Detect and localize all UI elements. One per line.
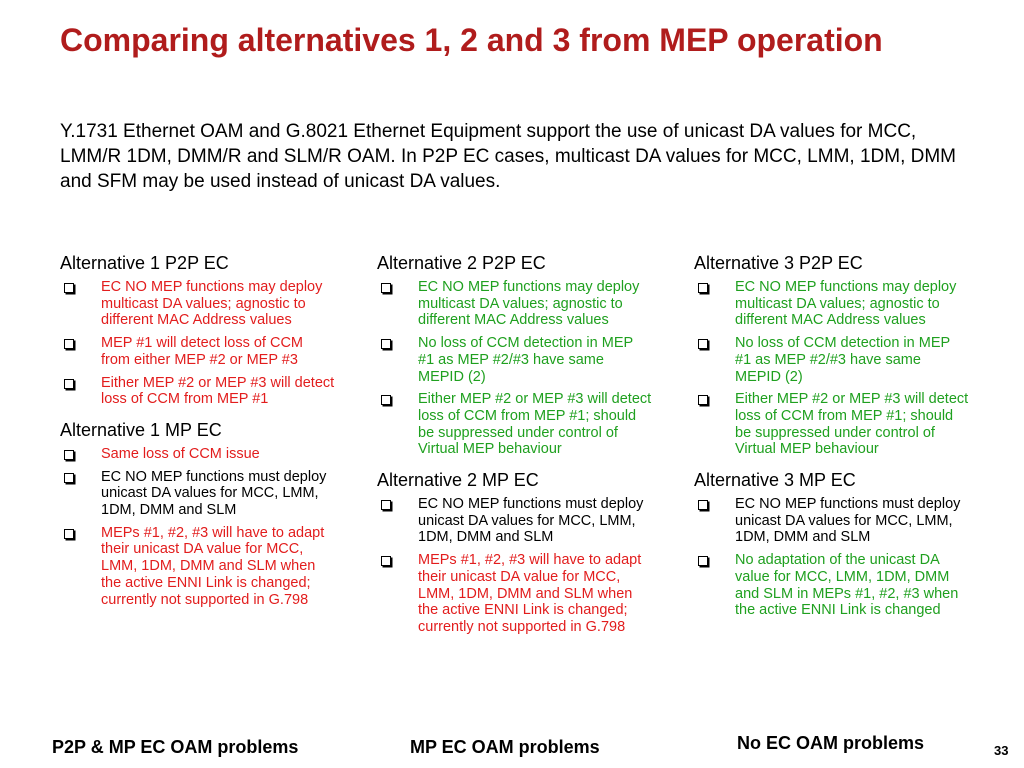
list-item-text: MEPs #1, #2, #3 will have to adapt their unicast DA value for MCC, LMM, 1DM, DMM and SLM when the active ENNI Link is changed; currently not supported in G.798 xyxy=(418,552,642,635)
list-item-text: No loss of CCM detection in MEP #1 as MEP #2/#3 have same MEPID (2) xyxy=(418,335,633,385)
list-item-text: Either MEP #2 or MEP #3 will detect loss of CCM from MEP #1; should be suppressed under control of Virtual MEP behaviour xyxy=(418,391,652,458)
bullet-list xyxy=(60,446,336,608)
checkbox-bullet-icon xyxy=(698,283,708,293)
checkbox-bullet-icon xyxy=(381,283,391,293)
checkbox-bullet-icon xyxy=(381,339,391,349)
list-item-text: EC NO MEP functions must deploy unicast DA values for MCC, LMM, 1DM, DMM and SLM xyxy=(101,468,327,519)
list-item xyxy=(377,496,653,546)
checkbox-bullet-icon xyxy=(64,379,74,389)
checkbox-bullet-icon xyxy=(698,339,708,349)
checkbox-bullet-icon xyxy=(698,395,708,405)
list-item-text: EC NO MEP functions may deploy multicast DA values; agnostic to different MAC Address values xyxy=(735,279,957,329)
list-item-text: MEP #1 will detect loss of CCM from either MEP #2 or MEP #3 xyxy=(101,335,303,368)
section-heading: Alternative 3 P2P EC xyxy=(694,253,863,273)
list-item-text: MEPs #1, #2, #3 will have to adapt their unicast DA value for MCC, LMM, 1DM, DMM and SLM when the active ENNI Link is changed; currently not supported in G.798 xyxy=(101,524,325,608)
list-item-text: Same loss of CCM issue xyxy=(101,445,260,462)
bullet-list xyxy=(694,279,970,458)
list-item xyxy=(377,279,653,329)
list-item-text: EC NO MEP functions must deploy unicast DA values for MCC, LMM, 1DM, DMM and SLM xyxy=(418,496,644,546)
list-item-text: Either MEP #2 or MEP #3 will detect loss of CCM from MEP #1; should be suppressed under control of Virtual MEP behaviour xyxy=(735,391,969,458)
list-item-text: Either MEP #2 or MEP #3 will detect loss of CCM from MEP #1 xyxy=(101,374,335,408)
bullet-list xyxy=(694,496,970,619)
list-item-text: EC NO MEP functions may deploy multicast DA values; agnostic to different MAC Address values xyxy=(418,279,640,329)
section-alt2-p2p xyxy=(377,252,653,458)
list-item-text: No loss of CCM detection in MEP #1 as MEP #2/#3 have same MEPID (2) xyxy=(735,335,950,385)
slide-title: Comparing alternatives 1, 2 and 3 from MEP operation xyxy=(60,22,883,58)
list-item xyxy=(377,552,653,636)
list-item xyxy=(694,279,970,329)
section-alt3-p2p xyxy=(694,252,970,458)
checkbox-bullet-icon xyxy=(698,556,708,566)
checkbox-bullet-icon xyxy=(64,450,74,460)
section-heading: Alternative 2 P2P EC xyxy=(377,253,546,273)
list-item xyxy=(60,335,336,368)
list-item xyxy=(60,525,336,609)
checkbox-bullet-icon xyxy=(64,529,74,539)
checkbox-bullet-icon xyxy=(64,473,74,483)
checkbox-bullet-icon xyxy=(64,339,74,349)
list-item xyxy=(60,446,336,463)
list-item xyxy=(694,552,970,619)
footer-label-alt1: P2P & MP EC OAM problems xyxy=(52,737,299,757)
list-item-text: No adaptation of the unicast DA value for MCC, LMM, 1DM, DMM and SLM in MEPs #1, #2, #3 when the active ENNI Link is changed xyxy=(735,552,959,619)
column-alternative-3 xyxy=(694,252,970,625)
list-item-text: EC NO MEP functions may deploy multicast DA values; agnostic to different MAC Address values xyxy=(101,279,323,329)
list-item xyxy=(60,375,336,408)
list-item xyxy=(377,335,653,385)
page-number: 33 xyxy=(994,743,1009,758)
checkbox-bullet-icon xyxy=(381,395,391,405)
list-item xyxy=(60,469,336,519)
checkbox-bullet-icon xyxy=(381,500,391,510)
bullet-list xyxy=(60,279,336,408)
section-alt1-p2p xyxy=(60,252,336,408)
list-item-text: EC NO MEP functions must deploy unicast DA values for MCC, LMM, 1DM, DMM and SLM xyxy=(735,496,961,546)
bullet-list xyxy=(377,496,653,636)
section-alt3-mp xyxy=(694,469,970,619)
section-heading: Alternative 1 P2P EC xyxy=(60,253,229,273)
list-item xyxy=(694,391,970,458)
list-item xyxy=(694,335,970,385)
section-heading: Alternative 2 MP EC xyxy=(377,470,539,491)
intro-paragraph: Y.1731 Ethernet OAM and G.8021 Ethernet Equipment support the use of unicast DA values for MCC, LMM/R 1DM, DMM/R and SLM/R OAM. In P2P EC cases, multicast DA values for MCC, LMM, 1DM, DMM and SFM may be used instead of unicast DA values. xyxy=(60,121,956,192)
list-item xyxy=(60,279,336,329)
list-item xyxy=(694,496,970,546)
column-alternative-2 xyxy=(377,252,653,642)
section-heading: Alternative 3 MP EC xyxy=(694,470,856,491)
section-alt2-mp xyxy=(377,469,653,636)
section-alt1-mp xyxy=(60,419,336,608)
footer-label-alt2: MP EC OAM problems xyxy=(410,737,600,757)
bullet-list xyxy=(377,279,653,458)
checkbox-bullet-icon xyxy=(381,556,391,566)
checkbox-bullet-icon xyxy=(698,500,708,510)
checkbox-bullet-icon xyxy=(64,283,74,293)
footer-label-alt3: No EC OAM problems xyxy=(737,733,925,753)
column-alternative-1 xyxy=(60,252,336,614)
list-item xyxy=(377,391,653,458)
section-heading: Alternative 1 MP EC xyxy=(60,419,222,440)
